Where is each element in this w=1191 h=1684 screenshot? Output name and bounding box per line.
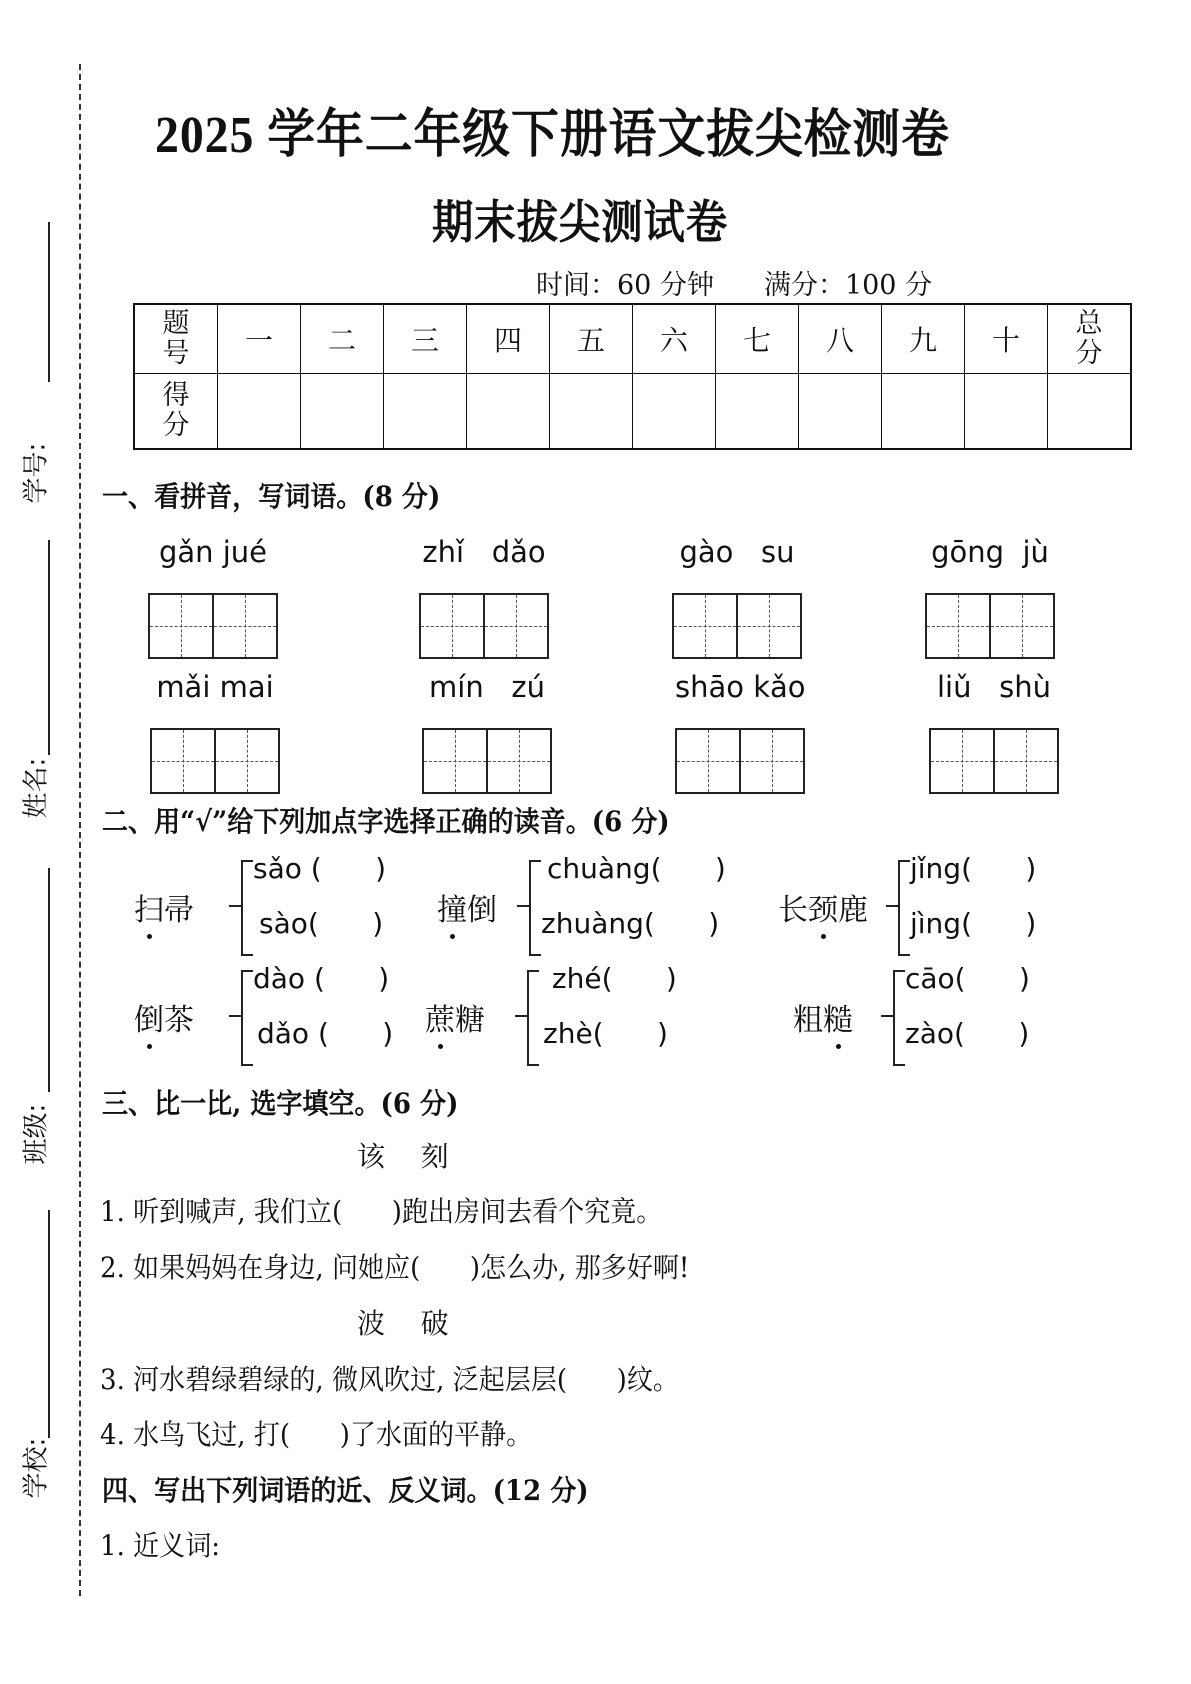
name-label: 姓名: — [21, 757, 52, 819]
brace — [898, 860, 910, 956]
brace — [241, 970, 253, 1066]
brace-tick — [517, 905, 529, 907]
fill-blank-1[interactable]: 1. 听到喊声, 我们立( )跑出房间去看个究竟。 — [100, 1195, 663, 1228]
pinyin-item-1 — [148, 535, 278, 659]
pinyin-text: gǎn jué — [158, 535, 268, 569]
pinyin-text: liǔ shù — [936, 670, 1052, 704]
option-2[interactable]: sào( ) — [259, 907, 384, 940]
col-header-9: 九 — [882, 304, 965, 374]
target-word: 倒茶 — [134, 995, 194, 1039]
grid-cell[interactable] — [485, 595, 547, 657]
pinyin-item-2 — [419, 535, 549, 659]
target-word: 扫帚 — [134, 885, 194, 929]
class-underline[interactable] — [48, 868, 50, 1092]
col-header-total: 总分 — [1048, 304, 1132, 374]
student-id-underline[interactable] — [48, 222, 50, 382]
time-limit: 时间：60 分钟 — [536, 270, 714, 301]
score-cell-8[interactable] — [799, 374, 882, 450]
col-header-6: 六 — [633, 304, 716, 374]
grid-cell[interactable] — [674, 595, 738, 657]
reading-choice-5 — [425, 962, 725, 1072]
option-2[interactable]: zào( ) — [905, 1017, 1030, 1050]
pinyin-text: gōng jù — [931, 535, 1049, 569]
pinyin-text: gào su — [679, 535, 795, 569]
score-cell-3[interactable] — [384, 374, 467, 450]
writing-grid[interactable] — [675, 728, 805, 794]
option-1[interactable]: zhé( ) — [543, 962, 677, 995]
grid-cell[interactable] — [991, 595, 1053, 657]
option-2[interactable]: zhuàng( ) — [541, 907, 720, 940]
col-header-4: 四 — [467, 304, 550, 374]
brace-tick — [881, 1015, 893, 1017]
score-row — [134, 374, 1131, 450]
option-1[interactable]: chuàng( ) — [547, 852, 726, 885]
option-1[interactable]: dào ( ) — [253, 962, 390, 995]
grid-cell[interactable] — [927, 595, 991, 657]
writing-grid[interactable] — [150, 728, 280, 794]
option-1[interactable]: sǎo ( ) — [253, 852, 387, 885]
pinyin-item-8 — [929, 670, 1059, 794]
class-label: 班级: — [21, 1103, 52, 1165]
fill-blank-4[interactable]: 4. 水鸟飞过, 打( )了水面的平静。 — [100, 1418, 533, 1451]
section3-heading: 三、比一比, 选字填空。(6 分) — [102, 1087, 459, 1120]
pinyin-text: shāo kǎo — [675, 670, 806, 704]
score-cell-total[interactable] — [1048, 374, 1132, 450]
grid-cell[interactable] — [214, 595, 276, 657]
row-label-score: 得分 — [134, 374, 218, 450]
option-1[interactable]: jǐng( ) — [910, 852, 1037, 885]
target-word: 长颈鹿 — [778, 885, 868, 929]
grid-cell[interactable] — [152, 730, 216, 792]
grid-cell[interactable] — [421, 595, 485, 657]
brace — [893, 970, 905, 1066]
brace-tick — [229, 905, 241, 907]
score-cell-5[interactable] — [550, 374, 633, 450]
col-header-7: 七 — [716, 304, 799, 374]
pinyin-item-5 — [150, 670, 280, 794]
brace-tick — [886, 905, 898, 907]
grid-cell[interactable] — [677, 730, 741, 792]
brace-tick — [515, 1015, 527, 1017]
target-word: 撞倒 — [437, 885, 497, 929]
pinyin-item-7 — [675, 670, 805, 794]
option-2[interactable]: dǎo ( ) — [257, 1017, 394, 1050]
score-cell-6[interactable] — [633, 374, 716, 450]
grid-cell[interactable] — [216, 730, 278, 792]
exam-meta — [536, 263, 932, 302]
option-2[interactable]: zhè( ) — [543, 1017, 668, 1050]
target-word: 蔗糖 — [425, 995, 485, 1039]
page-subtitle: 期末拔尖测试卷 — [432, 197, 729, 248]
student-id-label: 学号: — [21, 442, 52, 504]
grid-cell[interactable] — [741, 730, 803, 792]
score-cell-10[interactable] — [965, 374, 1048, 450]
reading-choice-2 — [437, 852, 747, 962]
col-header-3: 三 — [384, 304, 467, 374]
char-pair-1: 该 刻 — [357, 1140, 449, 1173]
char-pair-2: 波 破 — [357, 1307, 449, 1340]
col-header-10: 十 — [965, 304, 1048, 374]
option-2[interactable]: jìng( ) — [910, 907, 1037, 940]
score-cell-4[interactable] — [467, 374, 550, 450]
score-cell-2[interactable] — [301, 374, 384, 450]
section1-heading: 一、看拼音，写词语。(8 分) — [102, 480, 441, 513]
writing-grid[interactable] — [422, 728, 552, 794]
section4-heading: 四、写出下列词语的近、反义词。(12 分) — [102, 1474, 589, 1507]
question-number-row — [134, 304, 1131, 374]
col-header-8: 八 — [799, 304, 882, 374]
synonyms-label: 1. 近义词: — [100, 1529, 221, 1562]
option-1[interactable]: cāo( ) — [905, 962, 1030, 995]
school-label: 学校: — [21, 1437, 52, 1499]
brace — [527, 970, 539, 1066]
grid-cell[interactable] — [150, 595, 214, 657]
writing-grid[interactable] — [925, 593, 1055, 659]
writing-grid[interactable] — [672, 593, 802, 659]
reading-choice-1 — [134, 852, 414, 962]
page-title: 2025 学年二年级下册语文拔尖检测卷 — [155, 107, 950, 164]
col-header-2: 二 — [301, 304, 384, 374]
pinyin-text: mín zú — [429, 670, 545, 704]
pinyin-item-3 — [672, 535, 802, 659]
pinyin-text: zhǐ dǎo — [422, 535, 546, 569]
col-header-1: 一 — [218, 304, 301, 374]
grid-cell[interactable] — [995, 730, 1057, 792]
grid-cell[interactable] — [738, 595, 800, 657]
brace — [241, 860, 253, 956]
reading-choice-6 — [793, 962, 1073, 1072]
pinyin-text: mǎi mai — [156, 670, 274, 704]
writing-grid[interactable] — [148, 593, 278, 659]
grid-cell[interactable] — [424, 730, 488, 792]
school-underline[interactable] — [48, 1210, 50, 1438]
section2-heading: 二、用“√”给下列加点字选择正确的读音。(6 分) — [102, 805, 670, 838]
reading-choice-4 — [134, 962, 414, 1072]
full-score: 满分：100 分 — [763, 270, 933, 301]
pinyin-item-6 — [422, 670, 552, 794]
grid-cell[interactable] — [488, 730, 550, 792]
target-word: 粗糙 — [793, 995, 853, 1039]
score-cell-1[interactable] — [218, 374, 301, 450]
writing-grid[interactable] — [929, 728, 1059, 794]
writing-grid[interactable] — [419, 593, 549, 659]
row-label-question-number: 题号 — [134, 304, 218, 374]
grid-cell[interactable] — [931, 730, 995, 792]
col-header-5: 五 — [550, 304, 633, 374]
brace-tick — [229, 1015, 241, 1017]
pinyin-item-4 — [925, 535, 1055, 659]
score-table — [133, 303, 1132, 450]
brace — [529, 860, 541, 956]
score-cell-9[interactable] — [882, 374, 965, 450]
reading-choice-3 — [778, 852, 1078, 962]
score-cell-7[interactable] — [716, 374, 799, 450]
name-underline[interactable] — [48, 540, 50, 755]
fill-blank-3[interactable]: 3. 河水碧绿碧绿的, 微风吹过, 泛起层层( )纹。 — [100, 1363, 679, 1396]
fill-blank-2[interactable]: 2. 如果妈妈在身边, 问她应( )怎么办, 那多好啊! — [100, 1251, 690, 1284]
cut-line — [79, 64, 81, 1596]
